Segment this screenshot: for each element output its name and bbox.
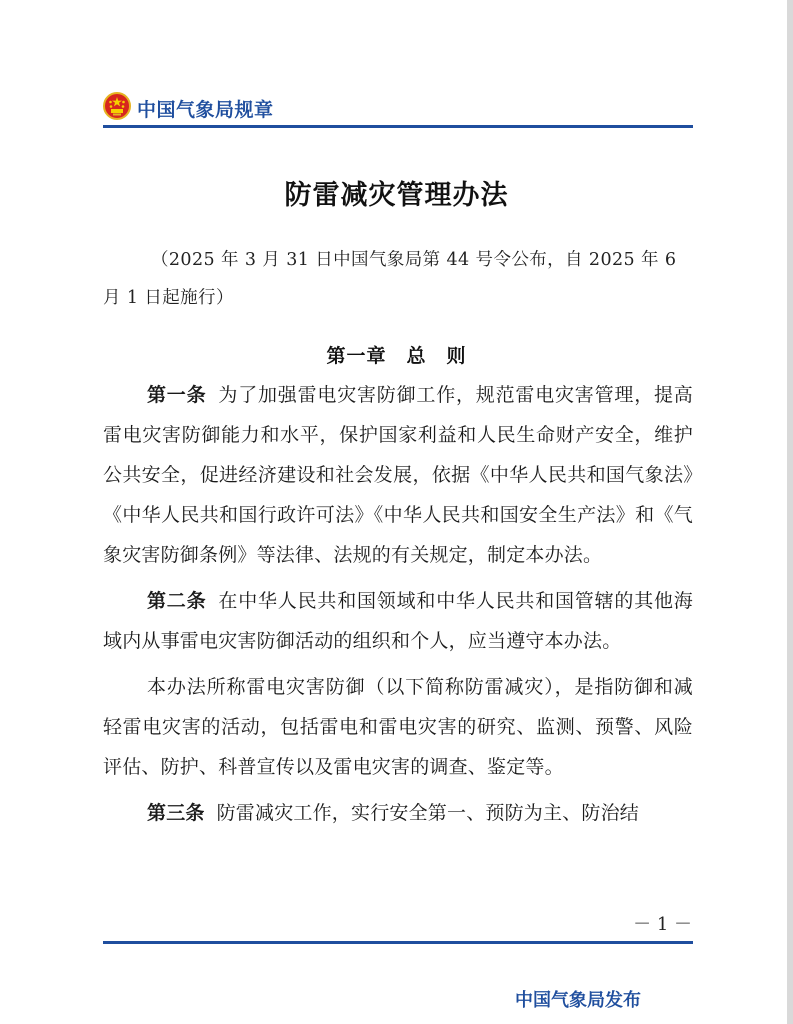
document-subtitle: （2025 年 3 月 31 日中国气象局第 44 号令公布，自 2025 年 6 月 1 日起施行） (103, 250, 677, 308)
document-body (103, 375, 693, 833)
paragraph-text: 在中华人民共和国领域和中华人民共和国管辖的其他海域内从事雷电灾害防御活动的组织和个人，应当遵守本办法。 (103, 590, 693, 652)
footer-divider (103, 941, 693, 944)
chapter-heading: 第一章 总 则 (326, 345, 467, 367)
page-number: － 1 － (633, 914, 692, 935)
national-emblem-icon (103, 92, 131, 120)
paragraph-definition (103, 667, 693, 787)
paragraph-text: 防雷减灾工作，实行安全第一、预防为主、防治结 (216, 802, 640, 824)
article-label: 第一条 (147, 384, 207, 406)
document-title: 防雷减灾管理办法 (284, 180, 509, 211)
header-divider (103, 125, 693, 128)
paragraph-article-1 (103, 375, 693, 575)
article-label: 第三条 (147, 802, 205, 824)
paragraph-article-3 (103, 793, 693, 833)
article-label: 第二条 (147, 590, 207, 612)
paragraph-text: 为了加强雷电灾害防御工作，规范雷电灾害管理，提高雷电灾害防御能力和水平，保护国家利益和人民生命财产安全，维护公共安全，促进经济建设和社会发展，依据《中华人民共和国气象法》《中华人民共和国行政许可法》《中华人民共和国安全生产法》和《气象灾害防御条例》等法律、法规的有关规定，制定本办法。 (103, 384, 693, 566)
paragraph-text: 本办法所称雷电灾害防御（以下简称防雷减灾），是指防御和减轻雷电灾害的活动，包括雷电和雷电灾害的研究、监测、预警、风险评估、防护、科普宣传以及雷电灾害的调查、鉴定等。 (103, 676, 693, 778)
header (103, 92, 693, 126)
paragraph-article-2 (103, 581, 693, 661)
footer-publisher: 中国气象局发布 (515, 990, 641, 1011)
page-edge-shadow (787, 0, 793, 1024)
header-title: 中国气象局规章 (137, 99, 274, 121)
